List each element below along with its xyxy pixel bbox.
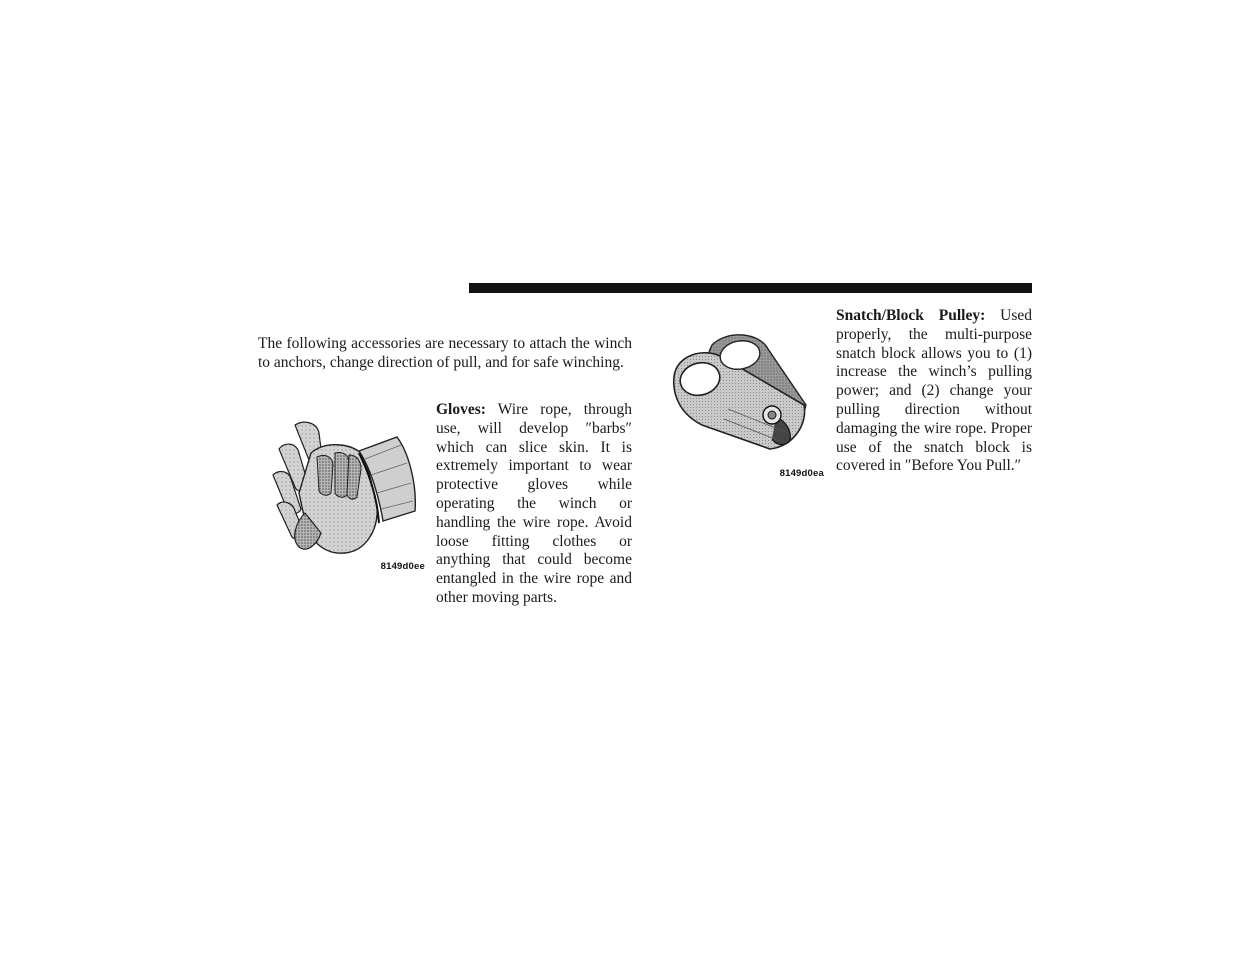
gloves-paragraph: [436, 401, 632, 608]
intro-paragraph: The following accessories are necessary to attach the winch to anchors, change direction of pull, and for safe winching.: [258, 335, 632, 371]
snatch-block-heading: Snatch/Block Pulley:: [836, 307, 986, 324]
gloves-body: Wire rope, through use, will develop ″barbs″ which can slice skin. It is extremely important to wear protective gloves while operating the winch or handling the wire rope. Avoid loose fitting clothes or anything that could become entangled in the wire rope and other moving parts.: [436, 401, 632, 606]
gloves-heading: Gloves:: [436, 401, 486, 418]
gloves-figure: [265, 413, 427, 575]
gloves-figure-code: 8149d0ee: [380, 561, 425, 572]
snatch-block-body: Used properly, the multi-purpose snatch block allows you to (1) increase the winch’s pulling power; and (2) change your pulling direction without damaging the wire rope. Proper use of the snatch block is covered in ″Before You Pull.″: [836, 307, 1032, 475]
gloves-illustration-icon: [265, 413, 427, 575]
snatch-block-paragraph: [836, 307, 1032, 476]
section-header-rule: [469, 283, 1032, 293]
snatch-block-pulley-illustration-icon: [668, 325, 828, 481]
snatch-block-figure-code: 8149d0ea: [779, 468, 824, 479]
snatch-block-figure: [668, 325, 828, 481]
